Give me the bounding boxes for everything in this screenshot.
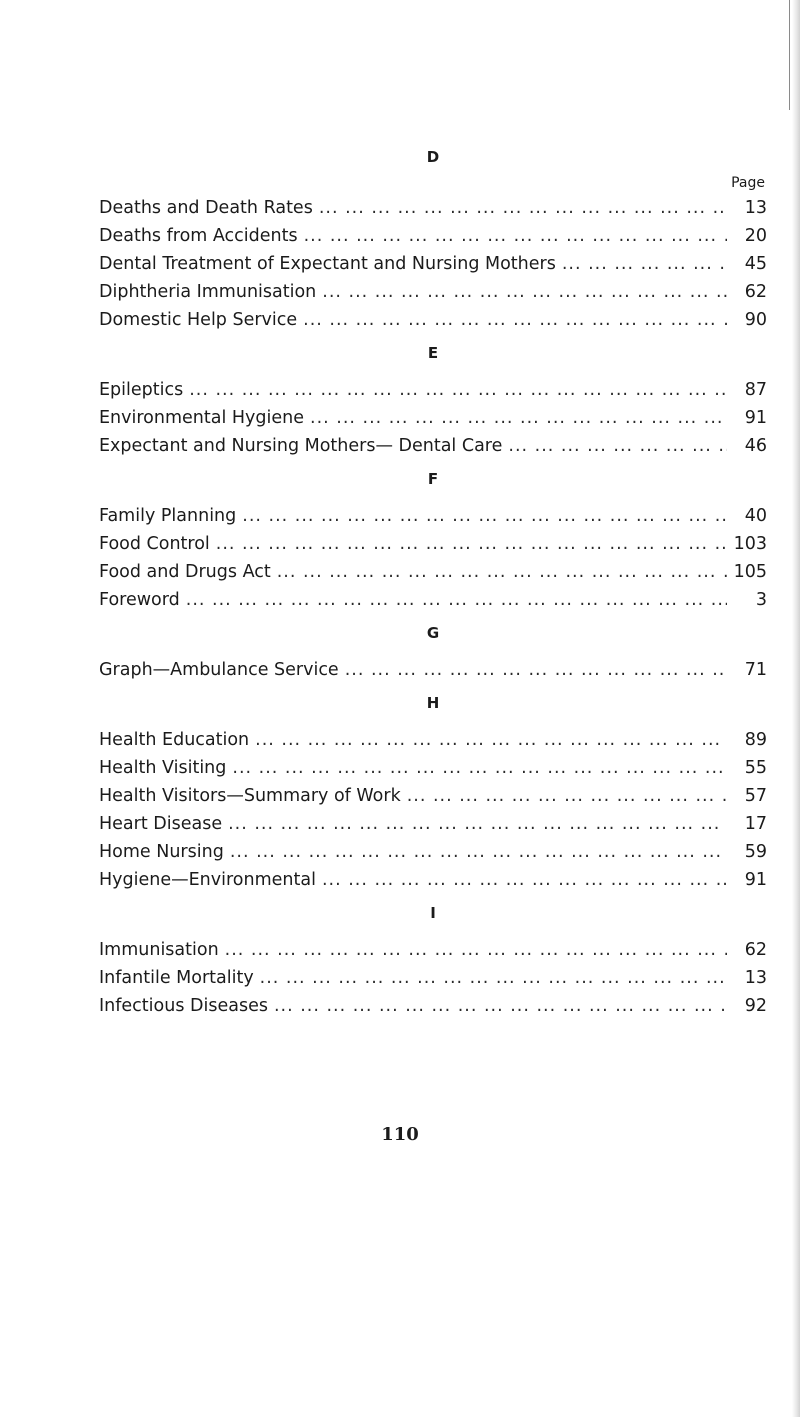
- index-entry: [99, 656, 767, 684]
- index-entry: [99, 558, 767, 586]
- index-section-h: [99, 688, 767, 894]
- entry-page: 87: [744, 380, 767, 400]
- entry-label: Graph—Ambulance Service: [99, 660, 339, 680]
- entry-page: 62: [744, 282, 767, 302]
- entry-label: Environmental Hygiene: [99, 408, 305, 428]
- entry-page: 89: [744, 730, 767, 750]
- entry-page: 45: [744, 254, 767, 274]
- entry-page: 20: [744, 226, 767, 246]
- index-entry: [99, 964, 767, 992]
- entry-page: 103: [733, 534, 767, 554]
- section-letter: G: [426, 624, 440, 642]
- leader-dots: [260, 964, 727, 992]
- entry-label: Epileptics: [99, 380, 184, 400]
- entry-label: Infantile Mortality: [99, 968, 254, 988]
- entry-label: Family Planning: [99, 506, 237, 526]
- leader-dots: [230, 838, 727, 866]
- section-letter: I: [430, 904, 436, 922]
- index-entry: [99, 810, 767, 838]
- leader-dots: [232, 754, 727, 782]
- leader-dots: [319, 194, 727, 222]
- leader-dots: [562, 250, 727, 278]
- section-letter: F: [427, 470, 439, 488]
- index-entry: [99, 992, 767, 1020]
- page-edge-shadow: [792, 0, 800, 1417]
- entry-page: 91: [744, 408, 767, 428]
- leader-dots: [345, 656, 727, 684]
- leader-dots: [508, 432, 727, 460]
- entry-page: 55: [744, 758, 767, 778]
- index-entry: [99, 502, 767, 530]
- index-section-f: [99, 464, 767, 614]
- section-letter: D: [426, 148, 440, 166]
- index-entry: [99, 586, 767, 614]
- entry-label: Diphtheria Immunisation: [99, 282, 317, 302]
- entry-page: 3: [755, 590, 767, 610]
- page-number: 110: [381, 1124, 419, 1145]
- index-section-g: [99, 618, 767, 684]
- index-entry: [99, 306, 767, 334]
- leader-dots: [255, 726, 727, 754]
- entry-page: 40: [744, 506, 767, 526]
- entry-page: 105: [733, 562, 767, 582]
- leader-dots: [216, 530, 727, 558]
- index-section-i: [99, 898, 767, 1020]
- index-entry: [99, 838, 767, 866]
- section-letter: H: [426, 694, 440, 712]
- index-section-d: [99, 142, 767, 334]
- index-entry: [99, 250, 767, 278]
- entry-page: 17: [744, 814, 767, 834]
- section-letter: E: [427, 344, 439, 362]
- entry-label: Home Nursing: [99, 842, 224, 862]
- entry-page: 13: [744, 968, 767, 988]
- leader-dots: [228, 810, 727, 838]
- leader-dots: [242, 502, 727, 530]
- entry-page: 57: [744, 786, 767, 806]
- entry-page: 62: [744, 940, 767, 960]
- index-entry: [99, 432, 767, 460]
- index-entry: [99, 222, 767, 250]
- entry-label: Immunisation: [99, 940, 219, 960]
- leader-dots: [277, 558, 727, 586]
- page-edge-line: [789, 0, 790, 110]
- index-entry: [99, 754, 767, 782]
- index-entry: [99, 278, 767, 306]
- page-column-label: Page: [731, 175, 765, 191]
- index-entry: [99, 404, 767, 432]
- entry-label: Hygiene—Environmental: [99, 870, 316, 890]
- index-entry: [99, 782, 767, 810]
- entry-label: Health Visiting: [99, 758, 227, 778]
- leader-dots: [186, 586, 727, 614]
- leader-dots: [322, 866, 727, 894]
- entry-label: Health Visitors—Summary of Work: [99, 786, 401, 806]
- entry-label: Domestic Help Service: [99, 310, 298, 330]
- index-entry: [99, 194, 767, 222]
- entry-label: Deaths and Death Rates: [99, 198, 313, 218]
- entry-label: Heart Disease: [99, 814, 223, 834]
- index-entry: [99, 530, 767, 558]
- entry-page: 90: [744, 310, 767, 330]
- entry-label: Foreword: [99, 590, 180, 610]
- leader-dots: [189, 376, 727, 404]
- entry-label: Food and Drugs Act: [99, 562, 271, 582]
- leader-dots: [310, 404, 727, 432]
- entry-page: 71: [744, 660, 767, 680]
- entry-page: 91: [744, 870, 767, 890]
- leader-dots: [225, 936, 727, 964]
- entry-page: 92: [744, 996, 767, 1016]
- index-entry: [99, 726, 767, 754]
- entry-page: 59: [744, 842, 767, 862]
- leader-dots: [322, 278, 727, 306]
- entry-label: Health Education: [99, 730, 250, 750]
- entry-page: 13: [744, 198, 767, 218]
- entry-label: Deaths from Accidents: [99, 226, 298, 246]
- index-entry: [99, 936, 767, 964]
- leader-dots: [407, 782, 727, 810]
- index-entry: [99, 866, 767, 894]
- entry-page: 46: [744, 436, 767, 456]
- leader-dots: [303, 306, 727, 334]
- index-entry: [99, 376, 767, 404]
- leader-dots: [274, 992, 727, 1020]
- index-section-e: [99, 338, 767, 460]
- index-list: [99, 142, 767, 1020]
- entry-label: Dental Treatment of Expectant and Nursing Mothers: [99, 254, 556, 274]
- entry-label: Infectious Diseases: [99, 996, 268, 1016]
- entry-label: Food Control: [99, 534, 210, 554]
- entry-label: Expectant and Nursing Mothers— Dental Care: [99, 436, 503, 456]
- leader-dots: [304, 222, 727, 250]
